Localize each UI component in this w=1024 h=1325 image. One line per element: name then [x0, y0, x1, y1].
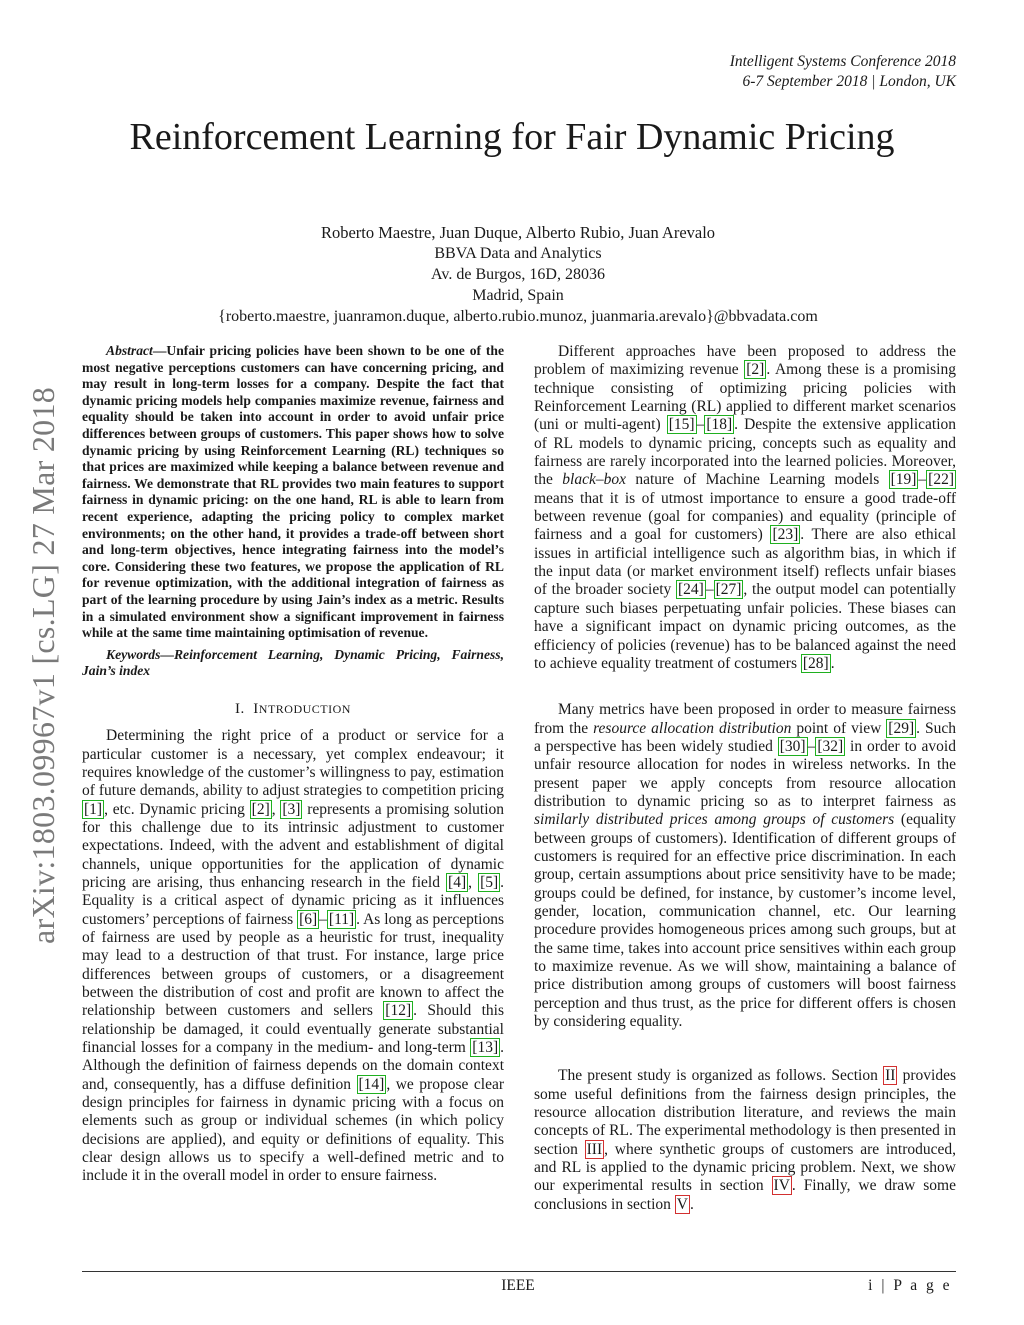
citation-link[interactable]: [27] — [715, 581, 742, 599]
citation-link[interactable]: [22] — [928, 471, 954, 489]
author-names: Roberto Maestre, Juan Duque, Alberto Rubio, Juan Arevalo — [320, 223, 716, 242]
citation-link[interactable]: [19] — [890, 471, 917, 489]
citation-link[interactable]: [32] — [817, 737, 844, 755]
author-address: Av. de Burgos, 16D, 28036 — [431, 266, 605, 283]
citation-link[interactable]: [24] — [678, 581, 704, 599]
citation-link[interactable]: [11] — [328, 910, 355, 928]
citation-link[interactable]: [14] — [358, 1075, 385, 1093]
author-block — [0, 222, 1024, 327]
section-link[interactable]: V — [676, 1195, 688, 1213]
conference-date-location: 6-7 September 2018 | London, UK — [742, 73, 956, 90]
citation-link[interactable]: [12] — [385, 1002, 412, 1020]
citation-link[interactable]: [18] — [706, 416, 733, 434]
citation-link[interactable]: [6] — [299, 910, 318, 928]
page-number: i | P a g e — [868, 1277, 952, 1294]
conference-name: Intelligent Systems Conference 2018 — [729, 53, 956, 70]
citation-link[interactable]: [23] — [772, 526, 799, 544]
section-link[interactable]: II — [885, 1067, 896, 1085]
paragraph-organization: The present study is organized as follows. Section II provides some useful definitions from the fairness design principles, the resource allocation distribution literature, and reviews the main concepts of RL. The experimental methodology is then presented in section III , where synthetic groups of customers are introduced, and RL is applied to the dynamic pricing problem. Next, we show our experimental results in section IV . Finally, we draw some conclusions in section V . — [534, 1067, 956, 1213]
section-heading-introduction: I. INTRODUCTION — [235, 700, 351, 717]
abstract — [82, 343, 504, 642]
citation-link[interactable]: [2] — [746, 361, 765, 379]
citation-link[interactable]: [15] — [668, 416, 695, 434]
section-link[interactable]: III — [586, 1140, 603, 1158]
citation-link[interactable]: [2] — [251, 800, 270, 818]
keywords: Keywords—Reinforcement Learning, Dynamic Pricing, Fairness, Jain’s index — [82, 646, 504, 679]
citation-link[interactable]: [29] — [888, 719, 915, 737]
footer-publisher: IEEE — [501, 1277, 535, 1294]
citation-link[interactable]: [13] — [472, 1039, 499, 1057]
intro-paragraph: Determining the right price of a product or service for a particular customer is a necessary, yet complex endeavour; it requires knowledge of the customer’s willingness to pay, estimation of future demands, ability to adjust strategies to competition pricing [1] , etc. Dynamic pricing [2] , [3] represents a promising solution for this challenge due to its intrinsic adjustment to customer expectations. Indeed, with the advent and establishment of digital channels, unique opportunities for the application of dynamic pricing are arising, thus enhancing research in the field [4] , [5] . Equality is a critical aspect of dynamic pricing as it influences customers’ perceptions of fairness [6] – [11] . As long as perceptions of fairness are used by people as a heuristic for trust, inequality may lead to a destruction of that trust. For instance, large price differences between groups of customers, or a disagreement between the distribution of cost and profit are known to affect the relationship between customers and sellers [12] . Should this relationship be damaged, it could eventually generate substantial financial losses for a company in the medium- and long-term [13] . Although the definition of fairness depends on the domain context and, consequently, has a diffuse definition [14] , we propose clear design principles for fairness in dynamic pricing with a focus on elements such as group or individual schemes (in which policy decisions are applied), and equity or definitions of equality. This clear design allows us to specify a well-defined metric and to include it in the overall model in order to ensure fairness. — [82, 727, 505, 1185]
abstract-lead: Abstract — [106, 343, 153, 358]
paragraph-metrics: Many metrics have been proposed in order to measure fairness from the resource allocation distribution point of view [29] . Such a perspective has been widely studied [30] – [32] in order to avoid unfair resource allocation for nodes in wireless networks. In the present paper we apply concepts from resource allocation distribution to dynamic pricing so as to interpret fairness as similarly distributed prices among groups of customers (equality between groups of customers). Identification of different groups of customers is required for an effective price discrimination. In each group, certain assumptions about price sensitivity have to be made; groups could be defined, for instance, by customer’s income level, gender, location, communication channel, etc. Our learning procedure provides homogeneous prices among such groups, but at the same time, takes into account price sensitives within each group to maximize revenue. As we will show, maintaining a balance of price distribution among groups of customers will boost fairness perception and thus trust, as the price for different offers is chosen by considering equality. — [534, 701, 957, 1031]
paragraph-approaches: Different approaches have been proposed to address the problem of maximizing revenue [2] . Among these is a promising technique consisting of optimizing pricing policies with Reinforcement Learning (RL) applied to different market scenarios (uni or multi-agent) [15] – [18] . Despite the extensive application of RL models to dynamic pricing, concepts such as equality and fairness are rarely incorporated into the learned policies. Moreover, the black–box nature of Machine Learning models [19] – [22] means that it is of utmost importance to ensure a good trade-off between revenue (goal for companies) and equality (principle of fairness and a goal for customers) [23] . There are also ethical issues in artificial intelligence such as algorithm bias, in which if the input data (or market environment itself) reflects unfair biases of the broader society [24] – [27] , the output model can potentially capture such biases perpetuating unfair policies. These biases can have a significant impact on dynamic pricing outcomes, as the efficiency of policies (revenue) has to be balanced against the need to achieve equality treatment of costumers [28] . — [534, 343, 957, 672]
section-link[interactable]: IV — [773, 1177, 790, 1195]
abstract-text: —Unfair pricing policies have been shown to be one of the most negative perceptions customers can have concerning pricing, and may result in long-term losses for a company. Despite the fact that dynamic pricing models help companies maximize revenue, fairness and equality should be taken into account in order to avoid unfair price differences between groups of customers. This paper shows how to solve dynamic pricing by using Reinforcement Learning (RL) techniques so that prices are maximized while keeping a balance between revenue and fairness. We demonstrate that RL provides two main features to support fairness in dynamic pricing: on the one hand, RL is able to learn from recent experience, adapting the pricing policy to complex market environments; on the other hand, it provides a trade-off between short and long-term objectives, hence integrating fairness into the model’s core. Considering these two features, we propose the application of RL for revenue optimization, with the additional integration of fairness as part of the learning procedure by using Jain’s index as a metric. Results in a simulated environment show a significant improvement in fairness while at the same time maintaining optimisation of revenue. — [82, 343, 504, 641]
footer-divider — [82, 1271, 956, 1272]
arxiv-stamp: arXiv:1803.09967v1 [cs.LG] 27 Mar 2018 — [25, 386, 61, 944]
citation-link[interactable]: [28] — [802, 654, 829, 672]
paper-title: Reinforcement Learning for Fair Dynamic Pricing — [129, 116, 895, 158]
author-emails: {roberto.maestre, juanramon.duque, alberto.rubio.munoz, juanmaria.arevalo}@bbvadata.com — [218, 308, 818, 325]
citation-link[interactable]: [4] — [448, 873, 467, 891]
citation-link[interactable]: [5] — [480, 873, 499, 891]
citation-link[interactable]: [1] — [84, 800, 103, 818]
right-column — [534, 343, 956, 1214]
left-column — [82, 343, 504, 1186]
author-city: Madrid, Spain — [472, 287, 564, 304]
citation-link[interactable]: [3] — [282, 800, 301, 818]
conference-header — [730, 52, 956, 92]
author-affiliation: BBVA Data and Analytics — [434, 245, 602, 262]
citation-link[interactable]: [30] — [779, 737, 806, 755]
